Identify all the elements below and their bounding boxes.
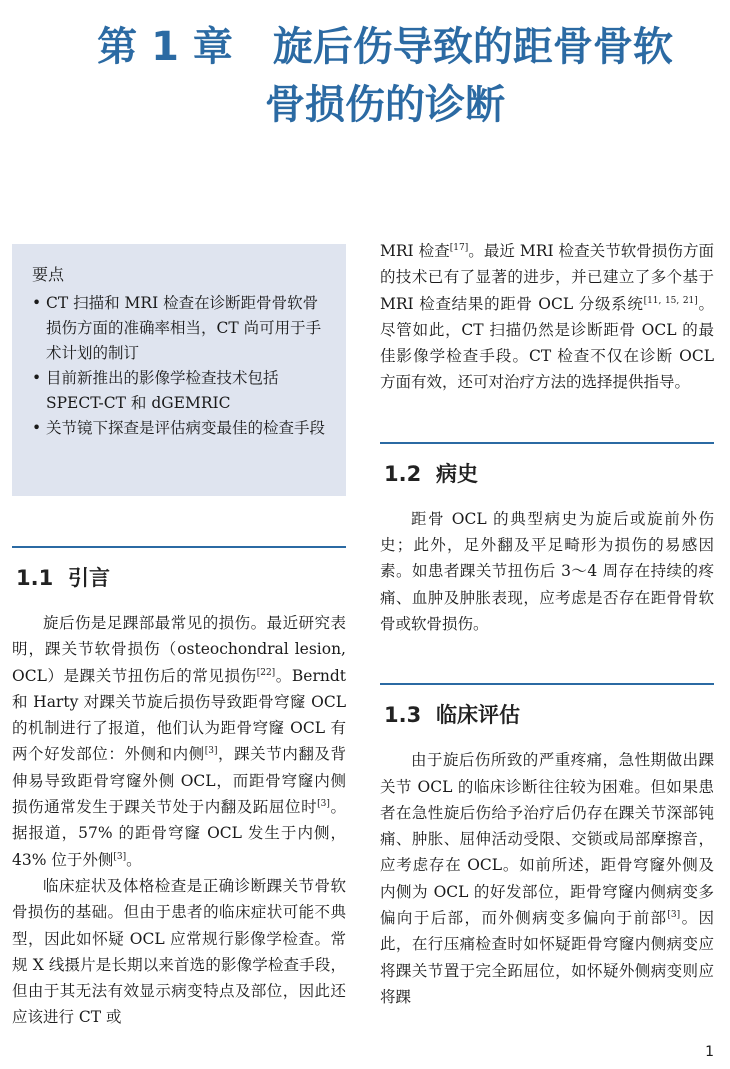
citation: [3]	[204, 746, 218, 757]
section-title: 病史	[436, 461, 478, 486]
section-number: 1.1	[16, 566, 54, 590]
citation: [3]	[317, 798, 330, 809]
paragraph-continued	[380, 238, 714, 396]
citation: [17]	[449, 242, 469, 253]
section-heading-1-2	[384, 458, 714, 488]
citation: [22]	[256, 667, 276, 678]
key-point-item: • CT 扫描和 MRI 检查在诊断距骨骨软骨损伤方面的准确率相当，CT 尚可用于手术计划的制订	[32, 291, 328, 366]
key-point-item: • 关节镜下探查是评估病变最佳的检查手段	[32, 416, 328, 441]
chapter-title	[0, 18, 730, 134]
text-run: 由于旋后伤所致的严重疼痛，急性期做出踝关节 OCL 的临床诊断往往较为困难。但如果患者在急性旋后伤给予治疗后仍存在踝关节深部钝痛、肿胀、屈伸活动受限、交锁或局部摩擦音，应考虑存在 OCL。如前所述，距骨穹窿外侧及内侧为 OCL 的好发部位，距骨穹窿内侧病变多偏向于后部，而外侧病变多偏向于前部	[380, 751, 714, 928]
text-run: ，踝关节内翻及背伸易导致距骨穹窿外侧 OCL，而距骨穹窿内侧损伤通常发生于踝关节处于内翻及跖屈位时	[12, 745, 346, 817]
section-number: 1.3	[384, 703, 422, 728]
key-points-box	[12, 244, 346, 496]
section-heading-1-1	[16, 562, 346, 592]
text-run: 。因此，在行压痛检查时如怀疑距骨穹窿内侧病变应将踝关节置于完全跖屈位，如怀疑外侧病变则应将踝	[380, 909, 714, 1006]
section-heading-1-3	[384, 699, 714, 729]
paragraph: 距骨 OCL 的典型病史为旋后或旋前外伤史；此外，足外翻及平足畸形为损伤的易感因素。如患者踝关节扭伤后 3～4 周存在持续的疼痛、血肿及肿胀表现，应考虑是否存在距骨骨软骨或软骨损伤。	[380, 509, 714, 633]
citation: [3]	[667, 909, 681, 920]
section-title: 临床评估	[436, 703, 520, 728]
text-run: MRI 检查	[380, 242, 450, 260]
chapter-title-line2: 骨损伤的诊断	[265, 82, 505, 128]
key-points-list	[32, 291, 328, 441]
left-column	[12, 546, 346, 1031]
right-column	[380, 238, 714, 1010]
citation: [3]	[113, 851, 127, 862]
key-point-item: • 目前新推出的影像学检查技术包括 SPECT-CT 和 dGEMRIC	[32, 366, 328, 416]
text-run: 。尽管如此，CT 扫描仍然是诊断距骨 OCL 的最佳影像学检查手段。CT 检查不仅在诊断 OCL 方面有效，还可对治疗方法的选择提供指导。	[380, 294, 714, 392]
text-run: 。最近 MRI 检查关节软骨损伤方面的技术已有了显著的进步，并已建立了多个基于 MRI 检查结果的距骨 OCL 分级系统	[380, 242, 714, 313]
paragraph	[12, 610, 346, 873]
page-number: 1	[705, 1044, 714, 1060]
section-divider	[380, 683, 714, 685]
chapter-title-line1: 第 1 章 旋后伤导致的距骨骨软	[97, 24, 673, 70]
section-divider	[380, 442, 714, 444]
text-run: 旋后伤是足踝部最常见的损伤。最近研究表明，踝关节软骨损伤（osteochondral lesion, OCL）是踝关节扭伤后的常见损伤	[12, 614, 346, 685]
section-title: 引言	[68, 566, 110, 590]
citation: [11, 15, 21]	[643, 295, 698, 306]
key-points-heading: 要点	[32, 265, 65, 284]
section-number: 1.2	[384, 461, 422, 486]
section-divider	[12, 546, 346, 548]
text-run: 。	[126, 850, 142, 869]
text-run: 。据报道，57% 的距骨穹窿 OCL 发生于内侧，43% 位于外侧	[12, 798, 346, 869]
paragraph: 临床症状及体格检查是正确诊断踝关节骨软骨损伤的基础。但由于患者的临床症状可能不典型，因此如怀疑 OCL 应常规行影像学检查。常规 X 线摄片是长期以来首选的影像学检查手段，但由于其无法有效显示病变特点及部位，因此还应该进行 CT 或	[12, 876, 346, 1027]
text-run: 。Berndt 和 Harty 对踝关节旋后损伤导致距骨穹窿 OCL 的机制进行了报道，他们认为距骨穹窿 OCL 有两个好发部位：外侧和内侧	[12, 666, 346, 764]
paragraph	[380, 747, 714, 1010]
